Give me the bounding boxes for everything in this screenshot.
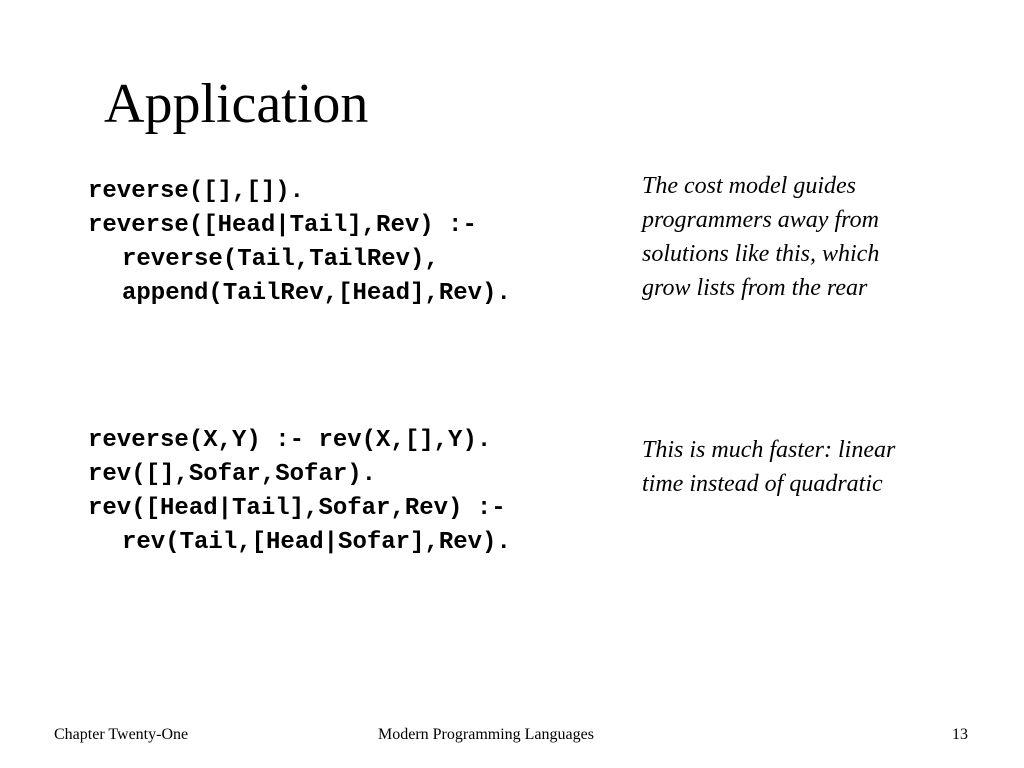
footer-course-title: Modern Programming Languages xyxy=(378,726,594,743)
note-faster xyxy=(642,433,982,501)
note-cost-model xyxy=(642,169,982,305)
footer-page-number: 13 xyxy=(952,726,968,743)
slide-title: Application xyxy=(104,73,369,135)
code-line: reverse([Head|Tail],Rev) :- xyxy=(88,212,477,239)
note-line: time instead of quadratic xyxy=(642,471,883,497)
code-line: rev(Tail,[Head|Sofar],Rev). xyxy=(122,529,511,556)
code-line: reverse(X,Y) :- rev(X,[],Y). xyxy=(88,427,492,454)
code-line: reverse(Tail,TailRev), xyxy=(122,246,439,273)
code-block-accumulator-reverse xyxy=(88,424,511,560)
code-line: append(TailRev,[Head],Rev). xyxy=(122,280,511,307)
note-line: This is much faster: linear xyxy=(642,437,896,463)
code-line: rev([],Sofar,Sofar). xyxy=(88,461,377,488)
footer-chapter: Chapter Twenty-One xyxy=(54,726,189,743)
note-line: programmers away from xyxy=(642,207,879,233)
code-block-naive-reverse xyxy=(88,175,511,311)
note-line: grow lists from the rear xyxy=(642,275,868,301)
code-line: rev([Head|Tail],Sofar,Rev) :- xyxy=(88,495,506,522)
note-line: The cost model guides xyxy=(642,173,856,199)
note-line: solutions like this, which xyxy=(642,241,880,267)
code-line: reverse([],[]). xyxy=(88,178,305,205)
